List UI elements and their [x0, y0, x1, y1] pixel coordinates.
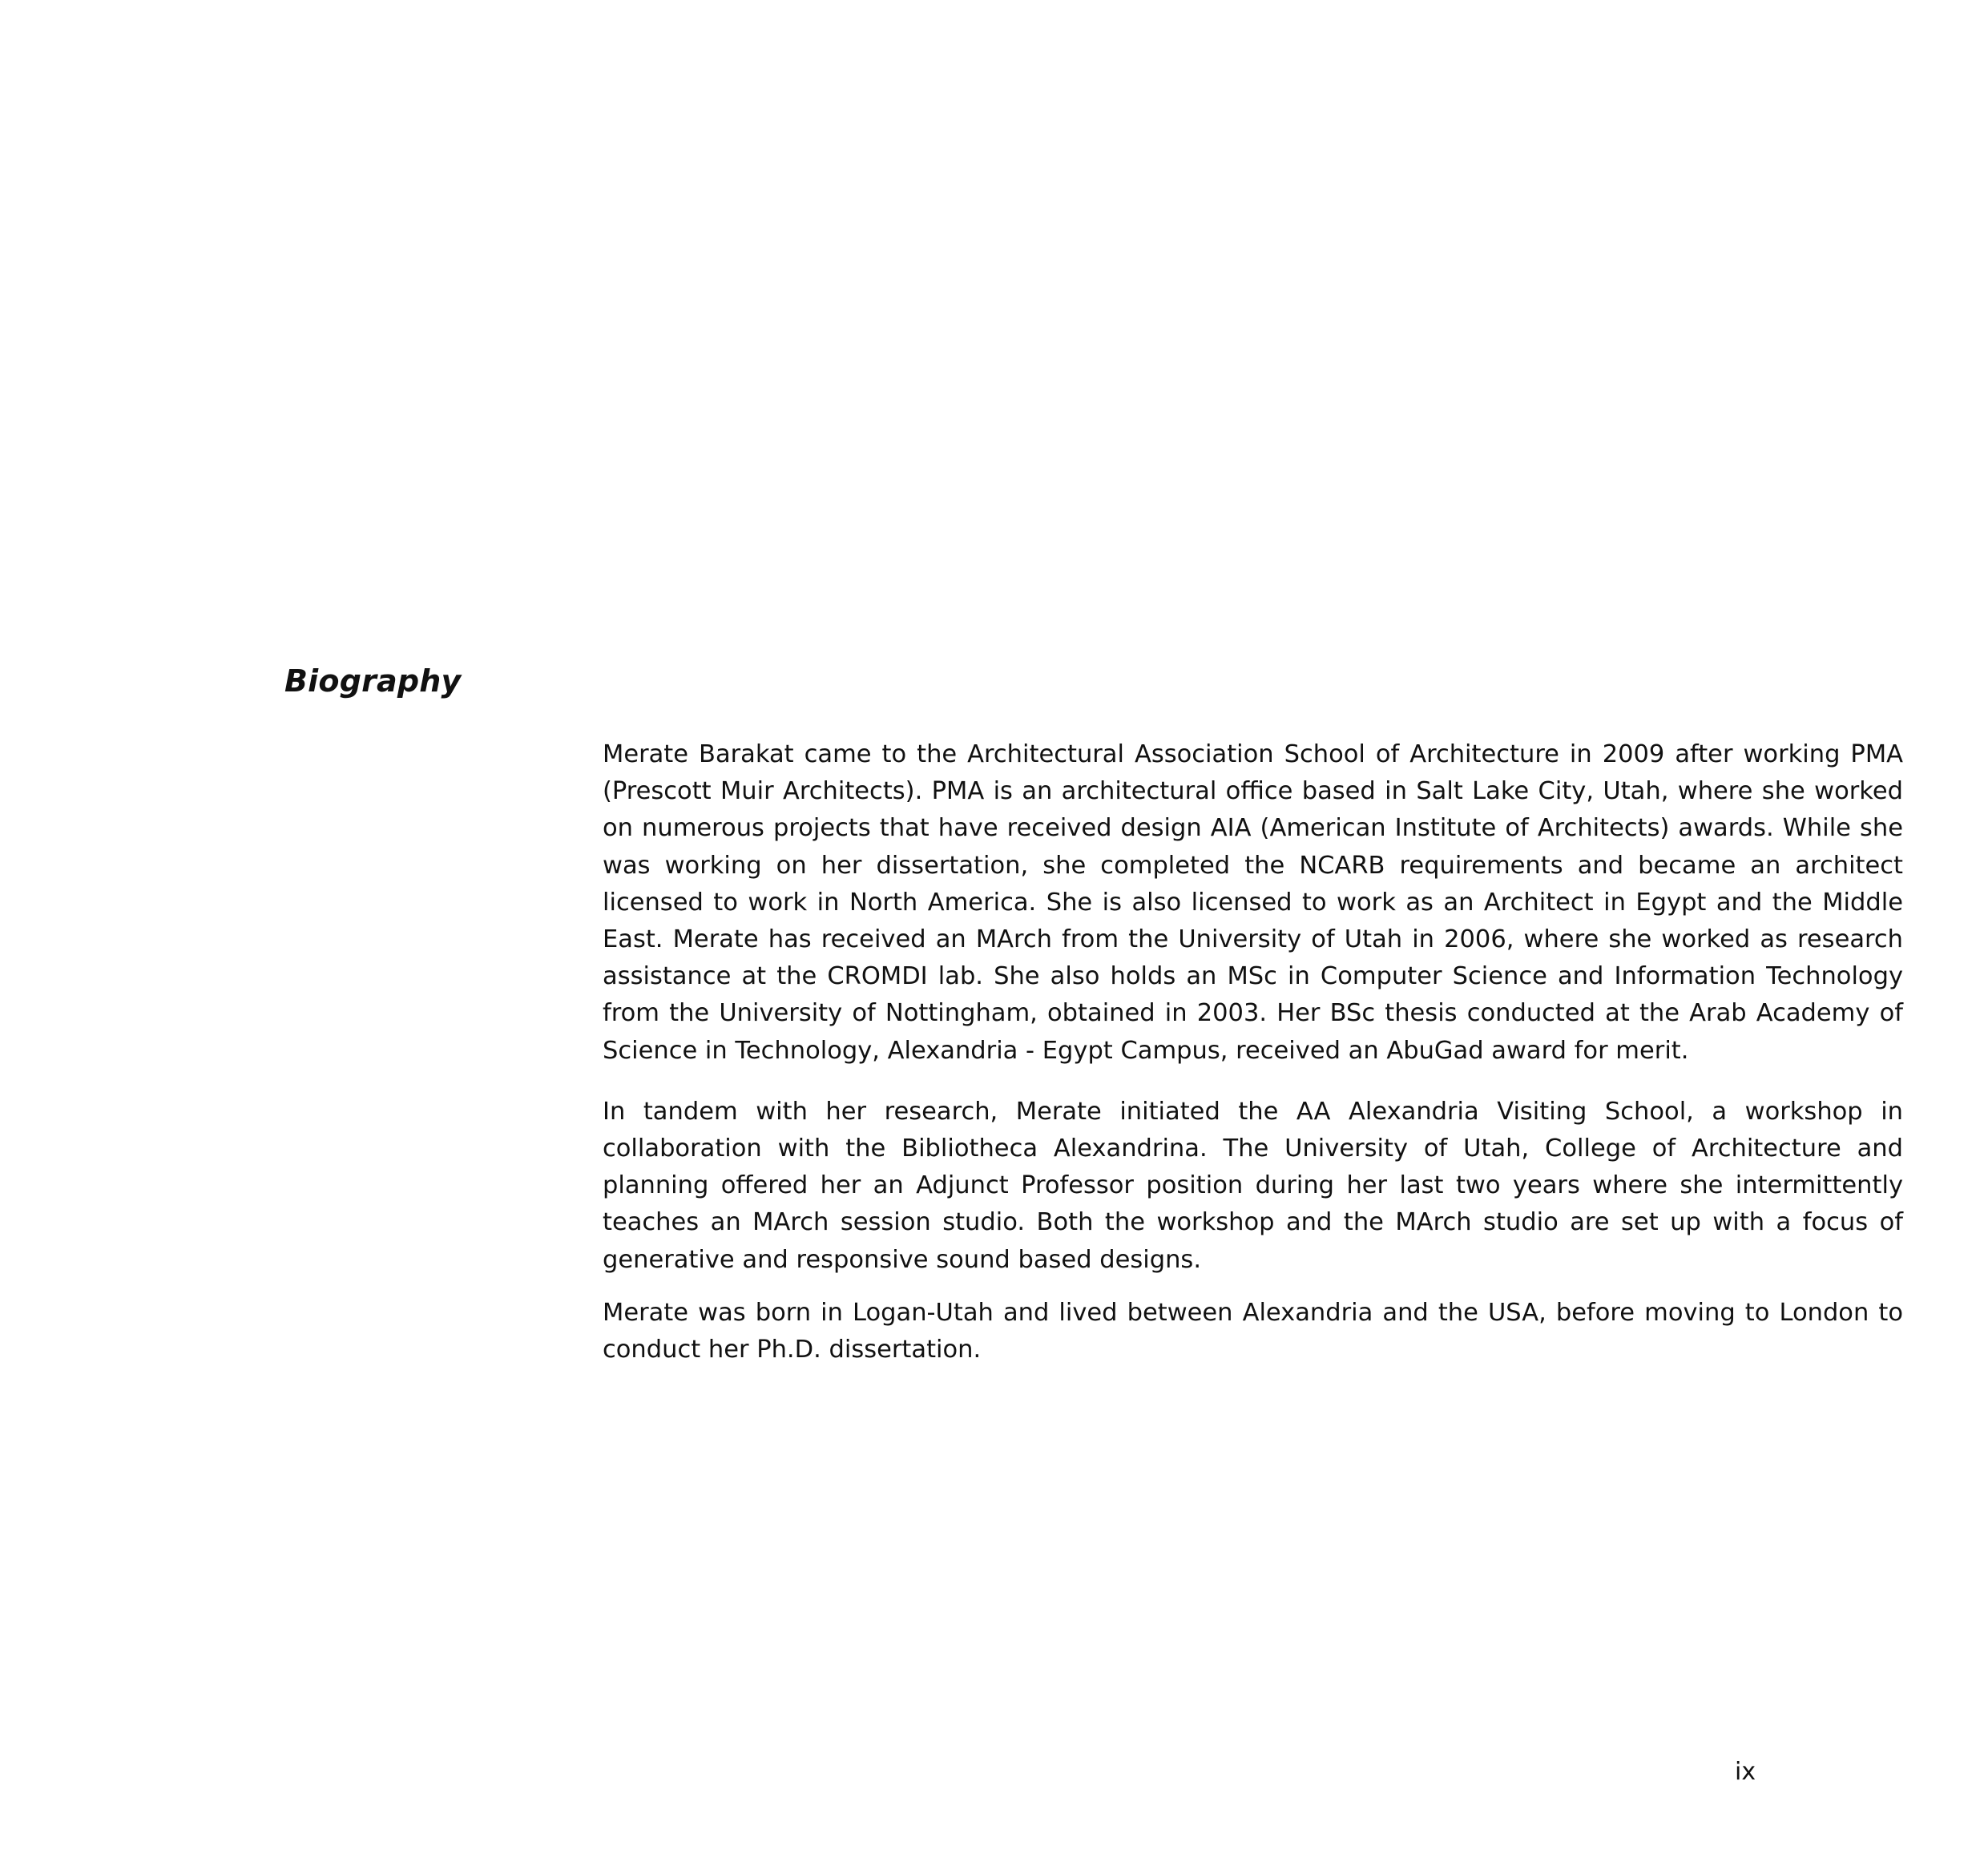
section-heading: Biography: [284, 663, 462, 699]
paragraph-personal: Merate was born in Logan-Utah and lived between Alexandria and the USA, before moving to London to conduct her Ph.D. dissertation.: [603, 1298, 1903, 1364]
paragraph-career: Merate Barakat came to the Architectural Association School of Architecture in 2009 after working PMA (Prescott Muir Architects). PMA is an architectural office based in Salt Lake City, Utah, where she worked on numerous projects that have received design AIA (American Institute of Architects) awards. While she was working on her dissertation, she completed the NCARB requirements and became an architect licensed to work in North America. She is also licensed to work as an Architect in Egypt and the Middle East. Merate has received an MArch from the University of Utah in 2006, where she worked as research assistance at the CROMDI lab. She also holds an MSc in Computer Science and Information Technology from the University of Nottingham, obtained in 2003. Her BSc thesis conducted at the Arab Academy of Science in Technology, Alexandria - Egypt Campus, received an AbuGad award for merit.: [603, 740, 1903, 1065]
paragraph-research: In tandem with her research, Merate initiated the AA Alexandria Visiting School, a workshop in collaboration with the Bibliotheca Alexandrina. The University of Utah, College of Architecture and planning offered her an Adjunct Professor position during her last two years where she intermittently teaches an MArch session studio. Both the workshop and the MArch studio are set up with a focus of generative and responsive sound based designs.: [603, 1097, 1903, 1274]
biography-body: [603, 736, 1903, 1368]
page-number: ix: [1735, 1758, 1756, 1786]
